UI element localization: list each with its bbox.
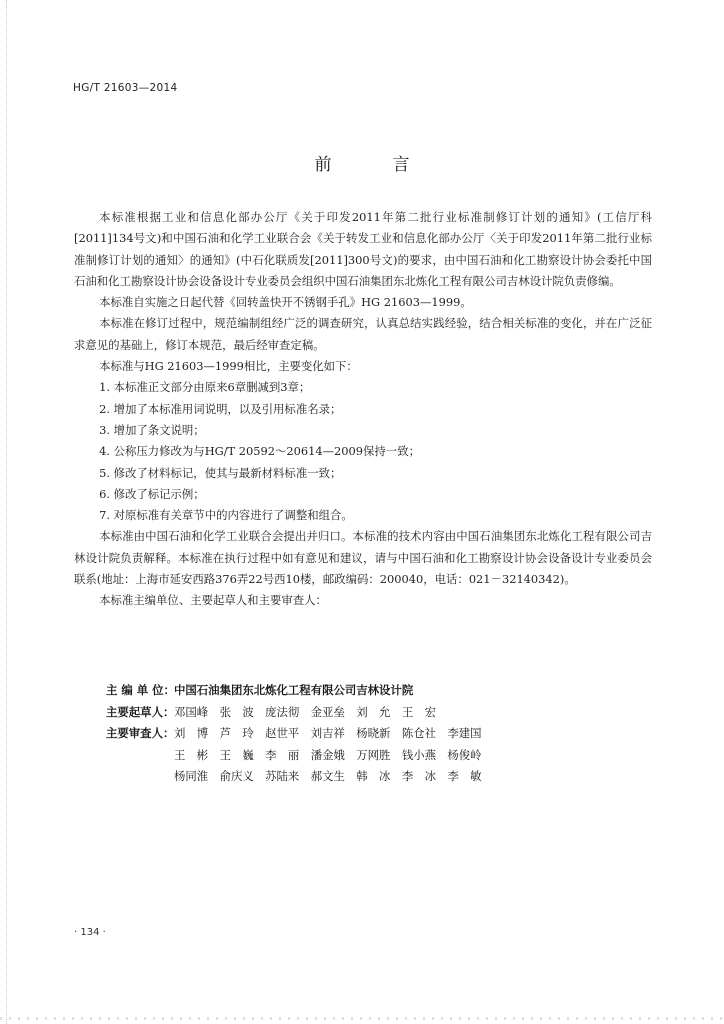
- reviewers-row-continued: [106, 745, 666, 767]
- chief-unit-row: [106, 680, 666, 702]
- change-item: 5. 修改了材料标记，使其与最新材料标准一致；: [99, 465, 342, 480]
- change-item: 3. 增加了条文说明；: [99, 422, 205, 437]
- page-title: 前 言: [314, 155, 432, 175]
- reviewers-names-line1: 刘 博 芦 玲 赵世平 刘吉祥 杨晓新 陈仓社 李建国: [174, 726, 482, 740]
- reviewers-label: 主要审查人：: [106, 726, 175, 740]
- paragraph-responsibility: 本标准由中国石油和化学工业联合会提出并归口。本标准的技术内容由中国石油集团东北炼化工程有限公司吉林设计院负责解释。本标准在执行过程中如有意见和建议，请与中国石油和化工勘察设计协会设备设计专业委员会联系(地址：上海市延安西路376弄22号西10楼，邮政编码：200040，电话：021－32140342)。: [74, 529, 652, 587]
- chief-unit-label: 主 编 单 位：: [106, 683, 175, 697]
- editors-block: [106, 680, 666, 788]
- drafters-label: 主要起草人：: [106, 704, 175, 719]
- reviewers-names-line2: 王 彬 王 巍 李 丽 潘金娥 万网胜 钱小燕 杨俊岭: [174, 747, 482, 762]
- reviewers-names-line3: 杨同淮 俞庆义 苏陆来 郝文生 韩 冰 李 冰 李 敏: [174, 769, 482, 783]
- chief-unit-value: 中国石油集团东北炼化工程有限公司吉林设计院: [174, 683, 414, 697]
- reviewers-row: [106, 723, 666, 745]
- standard-code-header: HG/T 21603—2014: [73, 82, 178, 94]
- paragraph-background: 本标准根据工业和信息化部办公厅《关于印发2011年第二批行业标准制修订计划的通知》(工信厅科[2011]134号文)和中国石油和化学工业联合会《关于转发工业和信息化部办公厅〈关于印发2011年第二批行业标准制修订计划的通知〉的通知》(中石化联质发[2011]300号文)的要求，由中国石油和化工勘察设计协会委托中国石油和化工勘察设计协会设备设计专业委员会组织中国石油集团东北炼化工程有限公司吉林设计院负责修编。: [74, 210, 652, 288]
- drafters-names: 邓国峰 张 波 庞法彻 金亚垒 刘 允 王 宏: [174, 704, 436, 719]
- paragraph-changes-intro: 本标准与HG 21603—1999相比，主要变化如下：: [99, 359, 358, 374]
- paragraph-editors-intro: 本标准主编单位、主要起草人和主要审查人：: [99, 593, 327, 608]
- reviewers-row-continued: [106, 766, 666, 788]
- change-item: 7. 对原标准有关章节中的内容进行了调整和组合。: [99, 508, 353, 523]
- foreword-body: [74, 207, 652, 612]
- change-item: 2. 增加了本标准用词说明，以及引用标准名录；: [99, 401, 342, 416]
- scan-bottom-edge: [0, 1017, 724, 1020]
- paragraph-replaces: 本标准自实施之日起代替《回转盖快开不锈钢手孔》HG 21603—1999。: [99, 295, 472, 310]
- change-item: 1. 本标准正文部分由原来6章删减到3章；: [99, 380, 311, 395]
- change-item: 4. 公称压力修改为与HG/T 20592～20614—2009保持一致；: [99, 444, 420, 459]
- paragraph-revision-process: 本标准在修订过程中，规范编制组经广泛的调查研究，认真总结实践经验，结合相关标准的变化，并在广泛征求意见的基础上，修订本规范，最后经审查定稿。: [74, 316, 652, 352]
- page-number: · 134 ·: [74, 927, 106, 938]
- drafters-row: [106, 702, 666, 724]
- change-item: 6. 修改了标记示例；: [99, 486, 205, 501]
